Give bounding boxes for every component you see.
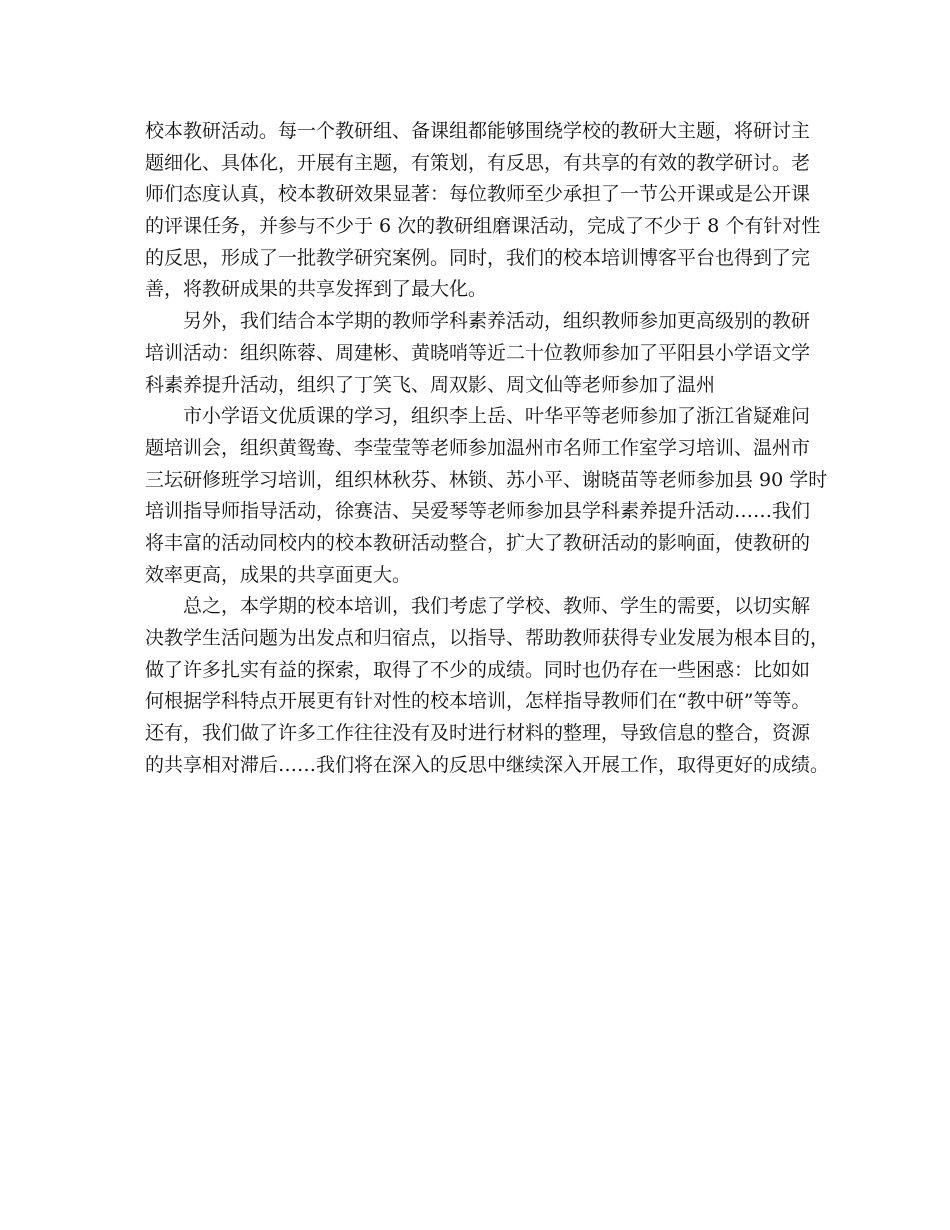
text-line: 题培训会，组织黄鸳鸯、李莹莹等老师参加温州市名师工作室学习培训、温州市: [145, 436, 811, 459]
text-line: 的评课任务，并参与不少于 6 次的教研组磨课活动，完成了不少于 8 个有针对性: [145, 215, 821, 238]
text-line: 题细化、具体化，开展有主题，有策划，有反思，有共享的有效的教学研讨。老: [145, 151, 811, 174]
text-line: 培训活动：组织陈蓉、周建彬、黄晓哨等近二十位教师参加了平阳县小学语文学: [145, 341, 811, 364]
text-line: 科素养提升活动，组织了丁笑飞、周双影、周文仙等老师参加了温州: [145, 373, 716, 396]
document-body: [145, 116, 830, 781]
text-line: 还有，我们做了许多工作往往没有及时进行材料的整理，导致信息的整合，资源: [145, 722, 811, 745]
text-line: 的反思，形成了一批教学研究案例。同时，我们的校本培训博客平台也得到了完: [145, 246, 811, 269]
text-line: 做了许多扎实有益的探索，取得了不少的成绩。同时也仍存在一些困惑：比如如: [145, 658, 811, 681]
text-line: 效率更高，成果的共享面更大。: [145, 563, 412, 586]
text-line: 决教学生活问题为出发点和归宿点，以指导、帮助教师获得专业发展为根本目的，: [145, 627, 830, 649]
text-line: 何根据学科特点开展更有针对性的校本培训，怎样指导教师们在“教中研”等等。: [145, 690, 811, 713]
text-line: 校本教研活动。每一个教研组、备课组都能够围绕学校的教研大主题，将研讨主: [145, 120, 811, 142]
text-line: 三坛研修班学习培训，组织林秋芬、林锁、苏小平、谢晓苗等老师参加县 90 学时: [145, 468, 828, 491]
text-line: 的共享相对滞后……我们将在深入的反思中继续深入开展工作，取得更好的成绩。: [145, 753, 830, 776]
text-line: 善，将教研成果的共享发挥到了最大化。: [145, 278, 488, 301]
paragraph-first-line: 总之，本学期的校本培训，我们考虑了学校、教师、学生的需要，以切实解: [183, 595, 811, 618]
paragraph-first-line: 市小学语文优质课的学习，组织李上岳、叶华平等老师参加了浙江省疑难问: [183, 405, 811, 428]
text-line: 培训指导师指导活动，徐赛洁、吴爱琴等老师参加县学科素养提升活动……我们: [145, 500, 811, 523]
paragraph-first-line: 另外，我们结合本学期的教师学科素养活动，组织教师参加更高级别的教研: [183, 310, 811, 333]
text-line: 将丰富的活动同校内的校本教研活动整合，扩大了教研活动的影响面，使教研的: [145, 531, 811, 554]
text-line: 师们态度认真，校本教研效果显著：每位教师至少承担了一节公开课或是公开课: [145, 183, 811, 206]
